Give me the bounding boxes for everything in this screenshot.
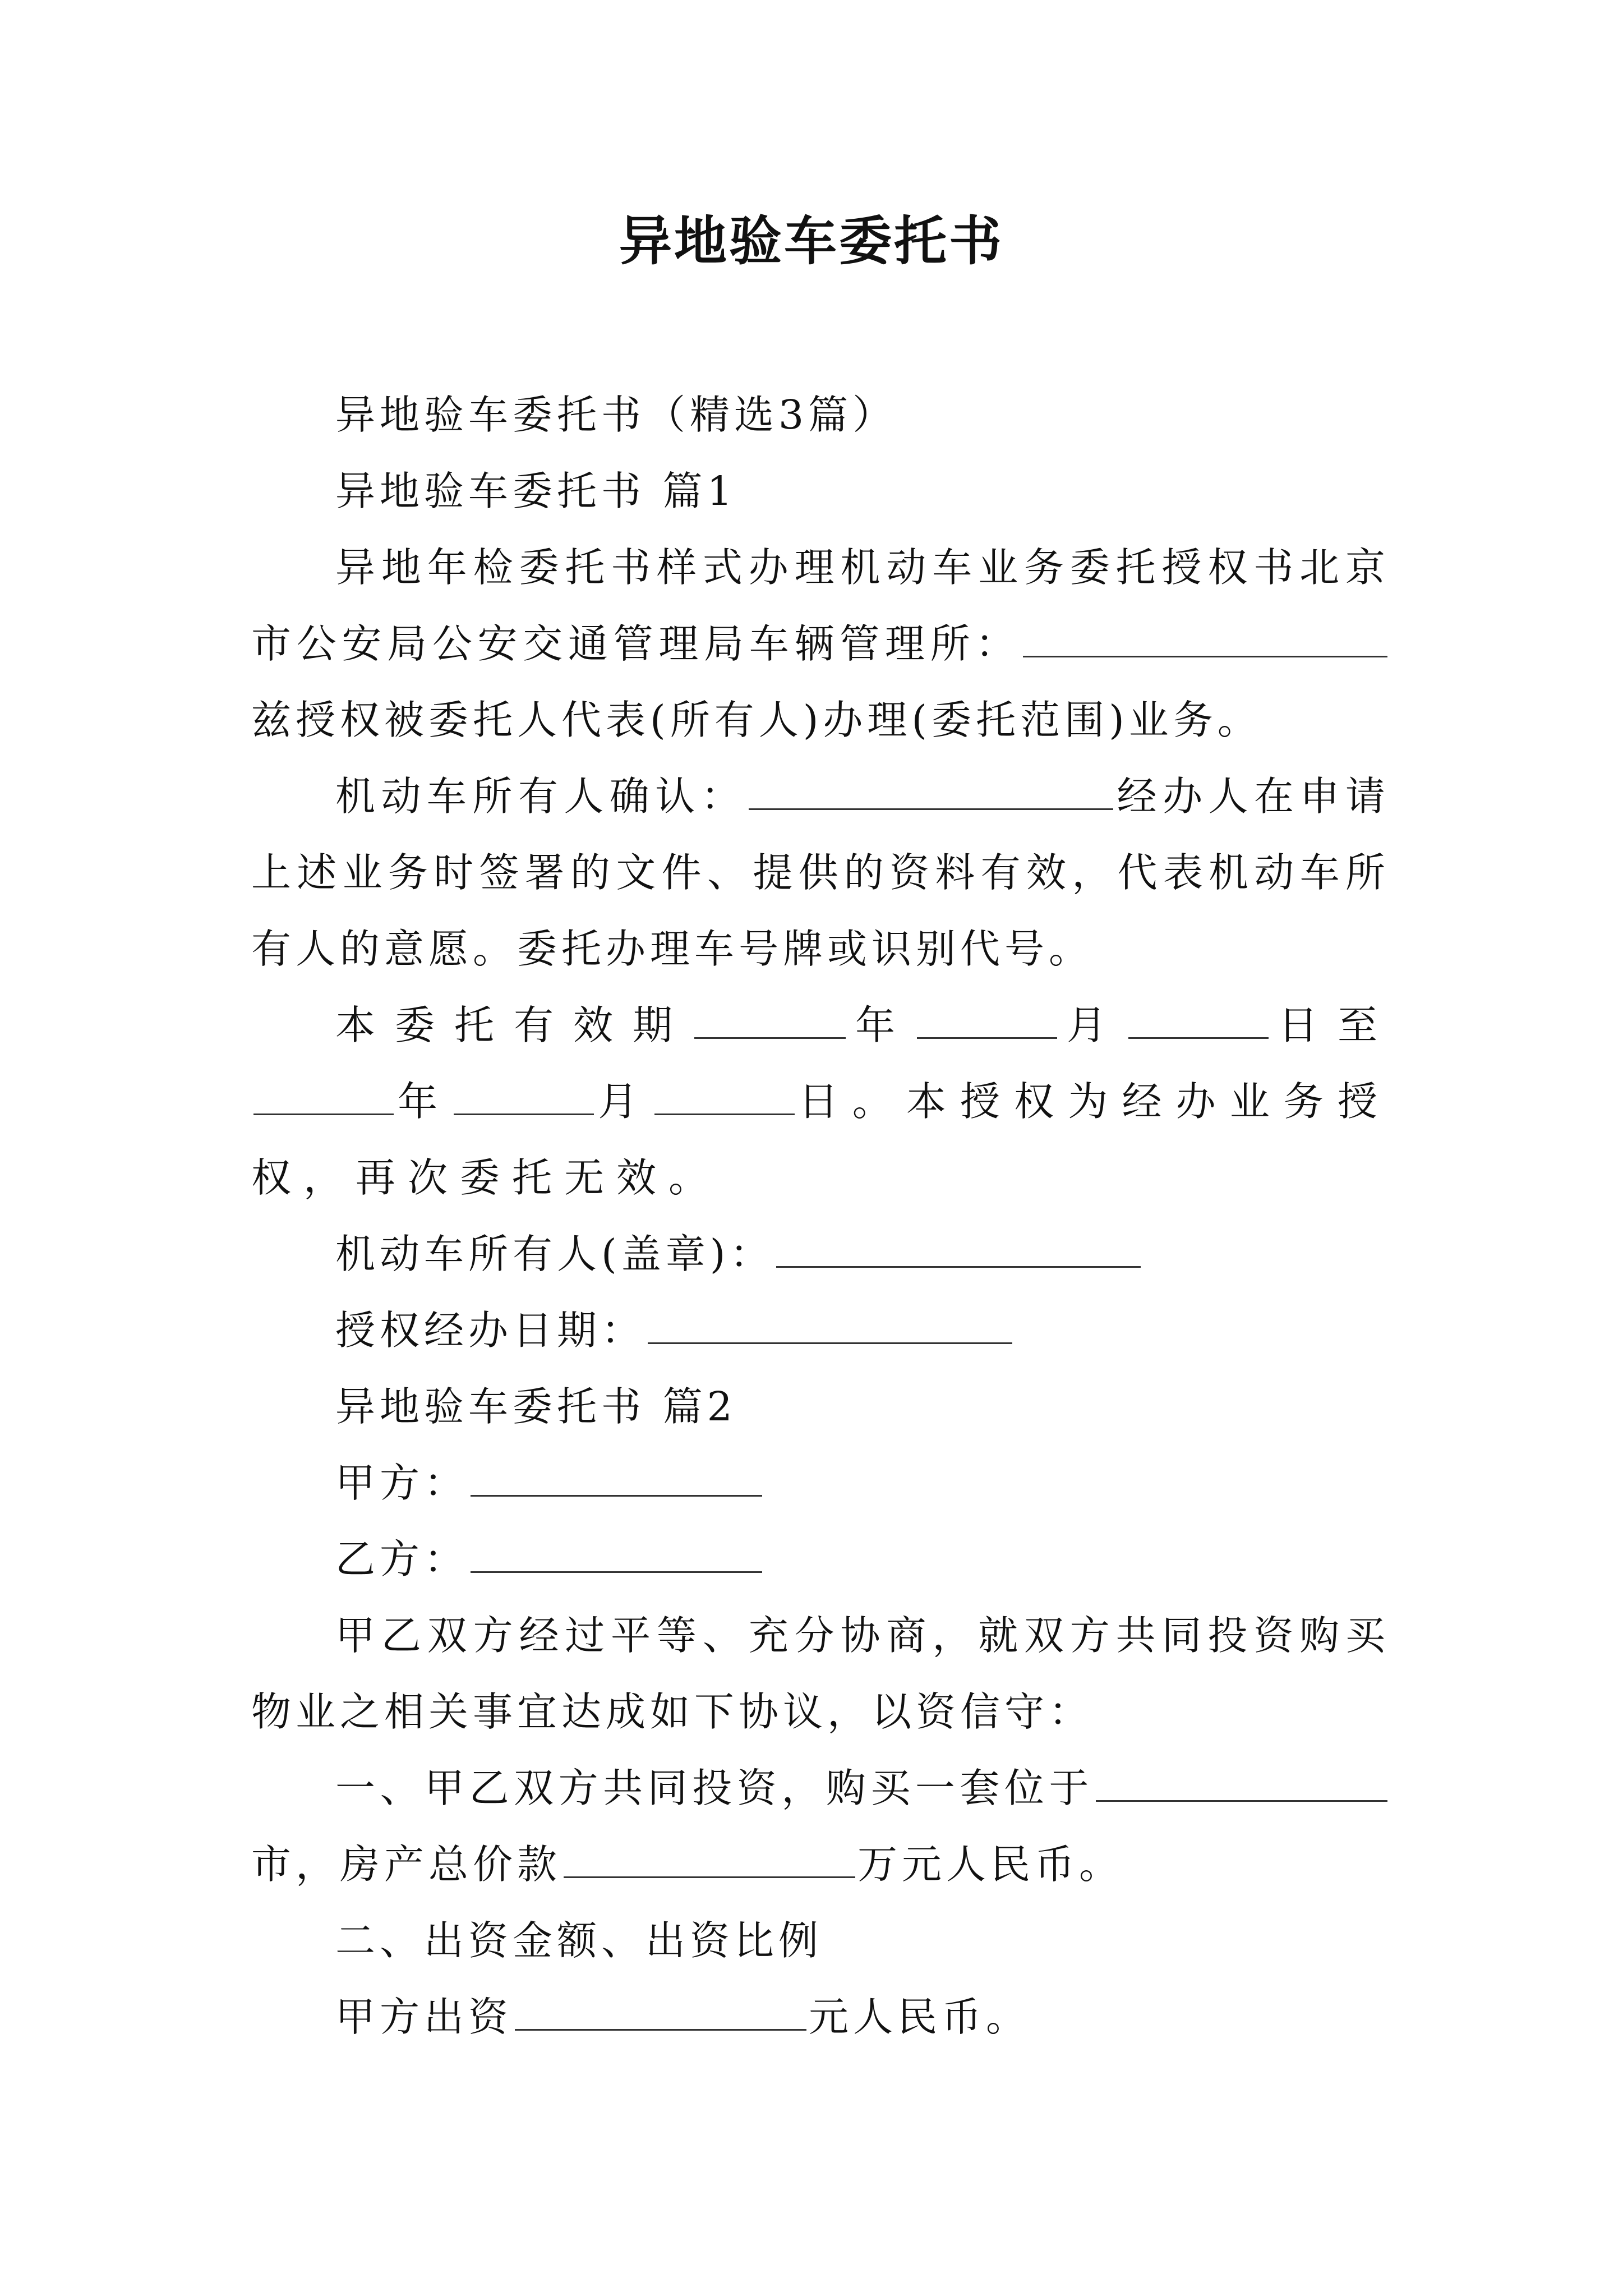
blank-line [454,1074,594,1115]
paragraph-text: 市，房产总价款 [251,1841,562,1888]
document-body [251,377,1390,2055]
paragraph-authorization [251,530,1390,758]
paragraph-text: 元人民币。 [809,1994,1031,2040]
blank-line [1128,998,1269,1039]
paragraph-text: 一、甲乙双方共同投资，购买一套位于 [335,1765,1094,1811]
paragraph-text: 异地验车委托书（精选3篇） [335,392,897,438]
blank-line [694,998,846,1039]
blank-line [515,1990,806,2031]
blank-line [253,1074,394,1115]
paragraph-text: 兹授权被委托人代表(所有人)办理(委托范围)业务。 [251,697,1262,743]
paragraph-auth-date [251,1292,1390,1369]
paragraph-text: 机动车所有人确认： [335,773,747,820]
paragraph-validity [251,987,1390,1216]
paragraph-text: 日至 [1270,1002,1390,1048]
blank-line [471,1456,762,1497]
blank-line [654,1074,795,1115]
paragraph-text: 甲方： [335,1460,469,1506]
paragraph-text: 万元人民币。 [857,1841,1124,1888]
paragraph-text: 月 [1059,1002,1126,1048]
paragraph-party-a [251,1445,1390,1521]
paragraph-subtitle [251,377,1390,453]
section-heading-1 [251,453,1390,530]
blank-line [917,998,1057,1039]
paragraph-clause-2 [251,1903,1390,1979]
paragraph-party-a-contribution [251,1979,1390,2055]
paragraph-owner-seal [251,1216,1390,1292]
paragraph-text: 月 [596,1078,652,1125]
blank-line [749,769,1113,810]
paragraph-text: 年 [396,1078,452,1125]
blank-line [471,1532,762,1573]
blank-line [1096,1761,1387,1802]
paragraph-text: 日。本授权为经办业务授权，再次委托无效。 [251,1078,1390,1201]
blank-line [776,1227,1141,1268]
paragraph-owner-confirm [251,758,1390,987]
blank-line [648,1303,1012,1344]
paragraph-text: 授权经办日期： [335,1307,646,1354]
blank-line [1023,616,1387,657]
paragraph-text: 甲乙双方经过平等、充分协商，就双方共同投资购买物业之相关事宜达成如下协议，以资信守： [251,1612,1390,1735]
blank-line [564,1837,855,1878]
paragraph-text: 年 [847,1002,915,1048]
paragraph-text: 机动车所有人(盖章)： [335,1231,774,1277]
paragraph-agreement [251,1598,1390,1750]
section-heading-2 [251,1369,1390,1445]
paragraph-party-b [251,1521,1390,1598]
paragraph-text: 异地验车委托书 篇1 [335,468,737,514]
paragraph-text: 异地年检委托书样式办理机动车业务委托授权书北京市公安局公安交通管理局车辆管理所： [251,544,1390,667]
paragraph-text: 本委托有效期 [335,1002,692,1048]
paragraph-clause-1 [251,1750,1390,1903]
paragraph-text: 二、出资金额、出资比例 [335,1917,823,1964]
paragraph-text: 甲方出资 [335,1994,513,2040]
document-title: 异地验车委托书 [619,210,1004,272]
paragraph-text: 乙方： [335,1536,469,1582]
paragraph-text: 异地验车委托书 篇2 [335,1383,737,1430]
paragraph-text: 经办人在申请上述业务时签署的文件、提供的资料有效，代表机动车所有人的意愿。委托办理车号牌或识别代号。 [251,773,1390,972]
